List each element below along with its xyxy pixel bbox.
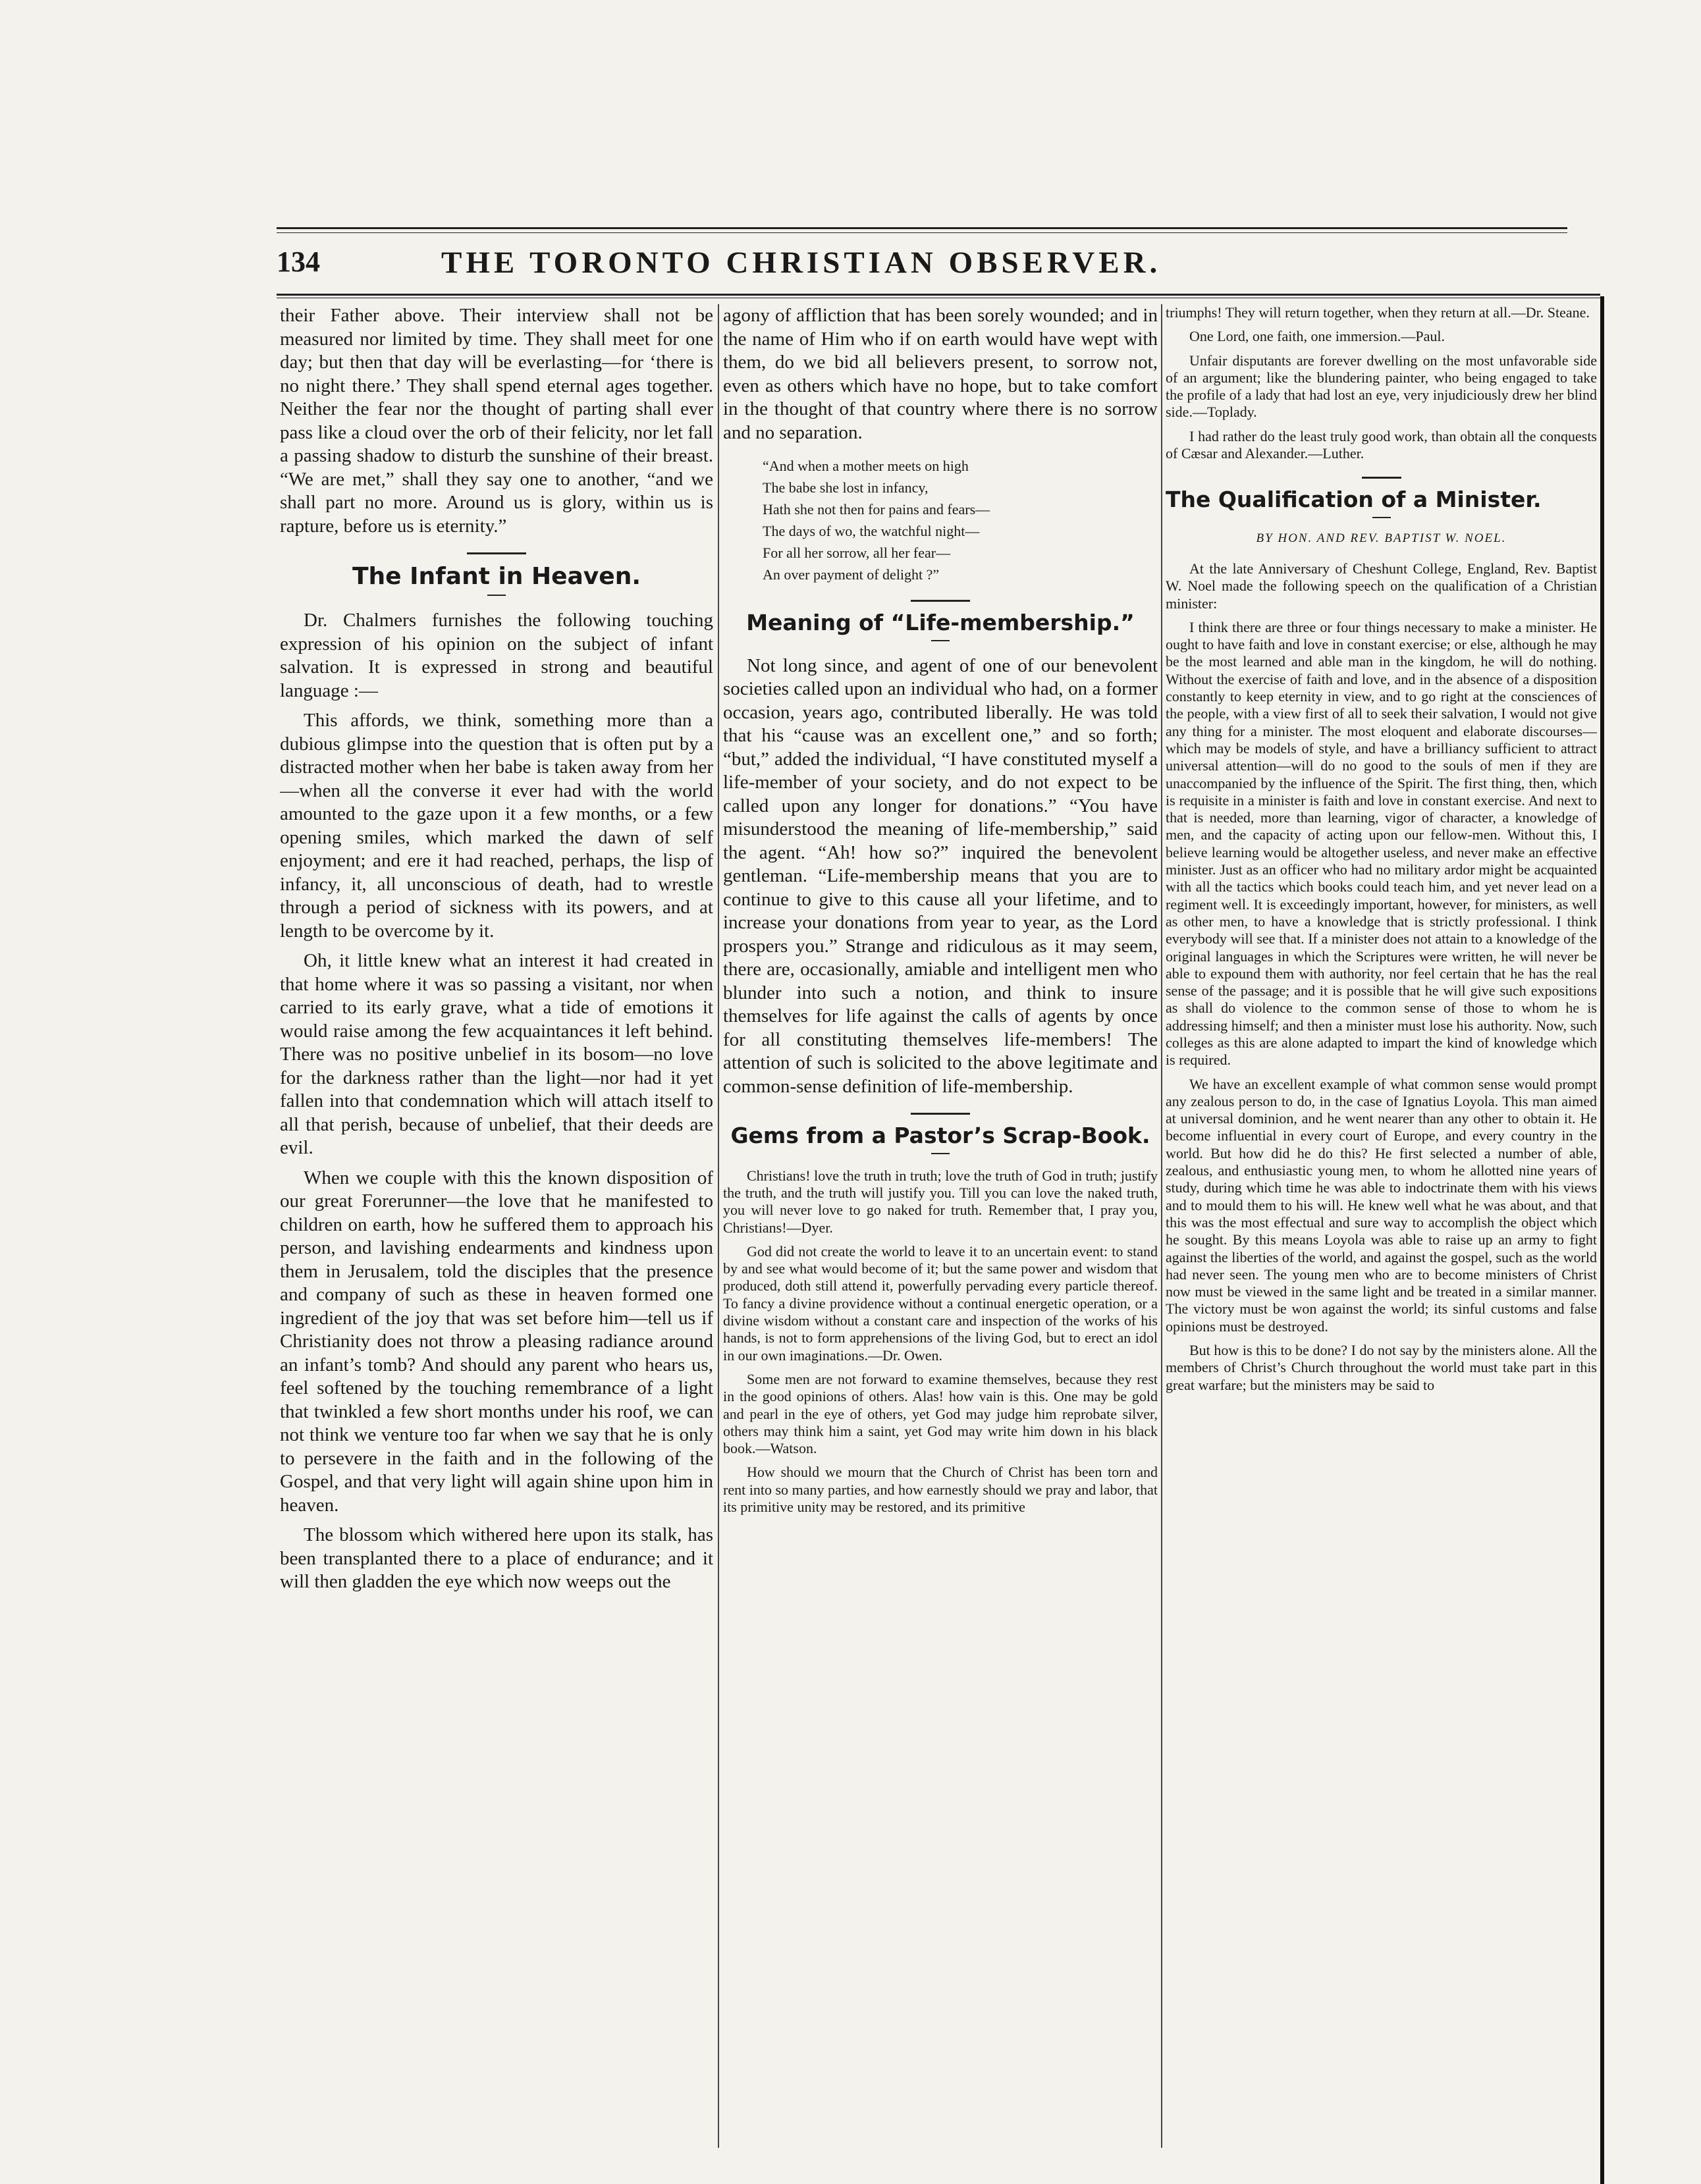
paragraph: Dr. Chalmers furnishes the following touching expression of his opinion on the subject of infant salvation. It is expressed in strong and beautiful language :— <box>280 610 713 701</box>
poem-quote <box>763 455 1158 585</box>
paragraph: At the late Anniversary of Cheshunt College, England, Rev. Baptist W. Noel made the following speech on the qualification of a Christian minister: <box>1166 560 1597 612</box>
paragraph: One Lord, one faith, one immersion.—Paul. <box>1189 328 1445 345</box>
column-divider-2 <box>1161 304 1162 2148</box>
heading-life-membership: Meaning of “Life-membership.” <box>746 610 1135 635</box>
heading-infant-in-heaven: The Infant in Heaven. <box>352 563 641 590</box>
paragraph: When we couple with this the known disposition of our great Forerunner—the love that he manifested to children on earth, how he suffered them to approach his person, and lavishing endearments and kindness upon them in Jerusalem, told the disciples that the presence and company of such as these in heaven formed one ingredient of the joy that was set before him—tell us if Christianity does not throw a pleasing radiance around an infant’s tomb? And should any parent who hears us, feel softened by the touching remembrance of a light that twinkled a few short months under his roof, we can not think we venture too far when we say that he is only to persevere in the faith and in the following of the Gospel, and that very light will again shine upon him in heaven. <box>280 1167 713 1516</box>
poem-line: For all her sorrow, all her fear— <box>763 545 951 561</box>
header-rule <box>277 294 1600 296</box>
paragraph: Some men are not forward to examine themselves, because they rest in the good opinions of others. Alas! how vain is this. One may be gold and pearl in the eye of others, yet God may judge him reprobate silver, others may think him a saint, yet God may write him down in his black book.—Watson. <box>723 1370 1158 1457</box>
heading-dash <box>931 640 950 641</box>
paragraph: This affords, we think, something more than a dubious glimpse into the question that is often put by a distracted mother when her babe is taken away from her—when all the converse it ever had with the world amounted to the gaze upon it a few months, or a few opening smiles, which marked the dawn of self enjoyment; and ere it had reached, perhaps, the lisp of infancy, it, all unconscious of death, had to wrestle through a period of sickness with its powers, and at length to be overcome by it. <box>280 710 713 942</box>
paragraph: triumphs! They will return together, when they return at all.—Dr. Steane. <box>1166 304 1590 321</box>
poem-line: The days of wo, the watchful night— <box>763 523 980 539</box>
paragraph: I had rather do the least truly good work, than obtain all the conquests of Cæsar and Alexander.—Luther. <box>1166 427 1597 462</box>
paragraph: Oh, it little knew what an interest it had created in that home where it was so passing a visitant, nor when carried to its early grave, what a tide of emotions it would raise among the few acquaintances it left behind. There was no positive unbelief in its bosom—no love for the darkness rather than the light—nor had it yet fallen into that condemnation which will attach itself to all that perish, because of unbelief, that their deeds are evil. <box>280 950 713 1159</box>
column-left <box>280 304 713 2161</box>
separator-rule <box>911 600 970 602</box>
paragraph: How should we mourn that the Church of Christ has been torn and rent into so many parties, and how earnestly should we pray and labor, that its primitive unity may be restored, and its primitive <box>723 1464 1158 1516</box>
separator-rule <box>467 552 526 554</box>
paragraph: God did not create the world to leave it to an uncertain event: to stand by and see what would become of it; but the same power and wisdom that produced, doth still attend it, powerfully pervading every particle thereof. To fancy a divine providence without a continual energetic operation, or a divine wisdom without a constant care and inspection of the works of his hands, is not to form apprehensions of the living God, but to erect an idol in our own imaginations.—Dr. Owen. <box>723 1242 1158 1364</box>
paragraph: Christians! love the truth in truth; love the truth of God in truth; justify the truth, and the truth will justify you. Till you can love the naked truth, you will never love to go naked for truth. Remember that, I pray you, Christians!—Dyer. <box>723 1167 1158 1236</box>
page-edge-border <box>1600 296 1604 2184</box>
heading-dash <box>1372 517 1391 518</box>
page-number: 134 <box>277 246 320 278</box>
heading-gems-scrap-book: Gems from a Pastor’s Scrap-Book. <box>730 1123 1150 1149</box>
paragraph: Not long since, and agent of one of our benevolent societies called upon an individual who had, on a former occasion, years ago, contributed liberally. He was told that his “cause was an excellent one,” and so forth; “but,” added the individual, “I have constituted myself a life-member of your society, and do not expect to be called upon any longer for donations.” “You have misunderstood the meaning of life-membership,” said the agent. “Ah! how so?” inquired the benevolent gentleman. “Life-membership means that you are to continue to give to this cause all your lifetime, and to increase your donations from year to year, as the Lord prospers you.” Strange and ridiculous as it may seem, there are, occasionally, amiable and intelligent men who blunder into such a notion, and think to insure themselves for life against the calls of agents by once for all constituting themselves life-members! The attention of such is solicited to the above legitimate and common-sense definition of life-membership. <box>723 654 1158 1097</box>
heading-qualification-minister: The Qualification of a Minister. <box>1166 487 1542 513</box>
heading-dash <box>487 595 506 596</box>
poem-line: The babe she lost in infancy, <box>763 479 929 496</box>
paragraph: We have an excellent example of what common sense would prompt any zealous person to do, in the case of Ignatius Loyola. This man aimed at universal dominion, and he went nearer than any other to obtain it. He become influential in every court of Europe, and every country in the world. But how did he do this? He first selected a number of able, zealous, and enthusiastic young men, to whom he allotted nine years of study, during which time he was able to indoctrinate them with his views and to mould them to his will. He knew well what he was about, and that this was the most effectual and sure way to accomplish the object which he sought. By this means Loyola was able to raise up an army to fight against the liberties of the world, and against the gospel, such as the world had never seen. The young men who are to become ministers of Christ now must be viewed in the same light and be treated in a similar manner. The victory must be won against the world; its sinful customs and false opinions must be destroyed. <box>1166 1075 1597 1335</box>
top-double-rule-thin <box>277 232 1567 233</box>
article-continuation: agony of affliction that has been sorely wounded; and in the name of Him who if on earth would have wept with them, do we bid all believers present, to sorrow not, even as others which have no hope, but to take comfort in the thought of that country where there is no sorrow and no separation. <box>723 305 1158 443</box>
poem-line: “And when a mother meets on high <box>763 458 969 474</box>
column-middle <box>723 304 1158 2161</box>
poem-line: An over payment of delight ?” <box>763 566 940 583</box>
heading-dash <box>931 1153 950 1154</box>
byline: BY HON. AND REV. BAPTIST W. NOEL. <box>1256 531 1507 545</box>
paragraph: But how is this to be done? I do not say by the ministers alone. All the members of Christ’s Church throughout the world must take part in this great warfare; but the ministers may be said to <box>1166 1342 1597 1393</box>
top-double-rule <box>277 227 1567 229</box>
masthead-title: THE TORONTO CHRISTIAN OBSERVER. <box>441 246 1162 280</box>
separator-rule <box>1362 477 1401 479</box>
column-divider-1 <box>718 304 719 2148</box>
column-right <box>1166 304 1597 2161</box>
page-header <box>277 245 1567 291</box>
paragraph: The blossom which withered here upon its stalk, has been transplanted there to a place of endurance; and it will then gladden the eye which now weeps out the <box>280 1524 713 1593</box>
separator-rule <box>911 1113 970 1115</box>
poem-line: Hath she not then for pains and fears— <box>763 501 990 518</box>
paragraph: I think there are three or four things necessary to make a minister. He ought to have faith and love in constant exercise; or else, although he may be the most learned and able man in the kingdom, he will do nothing. Without the exercise of faith and love, and in the absence of a disposition constantly to keep eternity in view, and to go right at the consciences of the people, with a view first of all to seek their salvation, I would not give any thing for a minister. The most eloquent and elaborate discourses—which may be models of style, and have a brilliancy sufficient to attract universal attention—will do no good to the souls of men if they are unaccompanied by the influence of the Spirit. The first thing, then, which is requisite in a minister is faith and love in constant exercise. And next to that is needed, more than learning, vigor of character, a knowledge of men, and the capacity of acting upon our fellow-men. Without this, I believe learning would be altogether useless, and never make an effective minister. Just as an officer who had no military ardor might be acquainted with all the tactics which books could teach him, and yet never lead on a regiment well. It is exceedingly important, however, for ministers, as well as other men, to have a knowledge that is strictly professional. I think everybody will see that. If a minister does not attain to a knowledge of the original languages in which the Scriptures were written, he will never be able to expound them with authority, nor feel certain that he has the real sense of the passage; and it is possible that he will give such expositions as shall do violence to the common sense of those to whom he is addressing himself; and then a minister must lose his authority. Now, such colleges as this are alone adapted to impart the kind of knowledge which is required. <box>1166 618 1597 1069</box>
article-continuation: their Father above. Their interview shall not be measured nor limited by time. They shall meet for one day; but then that day will be everlasting—for ‘there is no night there.’ They shall spend eternal ages together. Neither the fear nor the thought of parting shall ever pass like a cloud over the orb of their felicity, nor let fall a passing shadow to disturb the sunshine of their breast. “We are met,” shall they say one to another, “and we shall part no more. Around us is glory, within us is rapture, before us is eternity.” <box>280 305 713 537</box>
paragraph: Unfair disputants are forever dwelling on the most unfavorable side of an argument; like the blundering painter, who being engaged to take the profile of a lady that had lost an eye, very injudiciously drew her blind side.—Toplady. <box>1166 352 1597 421</box>
